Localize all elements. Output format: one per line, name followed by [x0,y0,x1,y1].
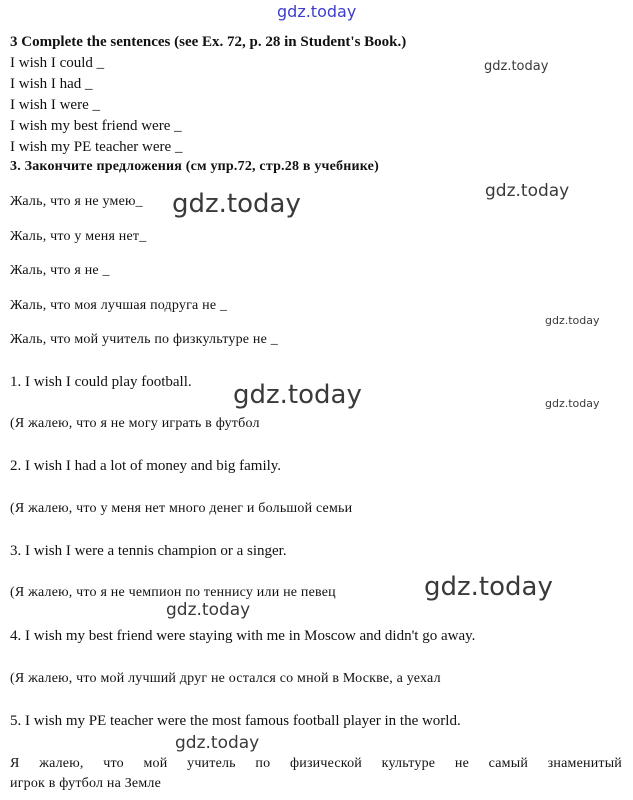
answer-5-ru-cont: игрок в футбол на Земле [10,776,162,791]
watermark: gdz.today [172,189,301,219]
watermark: gdz.today [175,733,260,753]
watermark: gdz.today [166,600,251,620]
task-ru-line-5: Жаль, что мой учитель по физкультуре не _ [10,332,278,347]
watermark: gdz.today [424,572,553,602]
answer-1-ru: (Я жалею, что я не могу играть в футбол [10,416,260,431]
task-en-line-2: I wish I had _ [10,76,93,92]
watermark: gdz.today [545,314,600,327]
answer-5-en: 5. I wish my PE teacher were the most famous football player in the world. [10,713,461,729]
answer-2-en: 2. I wish I had a lot of money and big family. [10,458,282,474]
task-en-line-1: I wish I could _ [10,55,105,71]
answer-5-ru: Я жалею, что мой учитель по физической культуре не самый знаменитый [10,756,622,771]
watermark: gdz.today [545,397,600,410]
watermark: gdz.today [485,181,570,201]
answer-3-ru: (Я жалею, что я не чемпион по теннису или не певец [10,585,336,600]
task-ru-line-2: Жаль, что у меня нет_ [10,229,147,244]
task-en-line-3: I wish I were _ [10,97,100,113]
watermark-top: gdz.today [277,2,357,21]
task-en-line-4: I wish my best friend were _ [10,118,182,134]
answer-1-en: 1. I wish I could play football. [10,374,192,390]
watermark: gdz.today [484,59,549,74]
answer-4-en: 4. I wish my best friend were staying with me in Moscow and didn't go away. [10,628,476,644]
task-en-title: 3 Complete the sentences (see Ex. 72, p. 28 in Student's Book.) [10,34,407,50]
task-ru-line-4: Жаль, что моя лучшая подруга не _ [10,298,228,313]
watermark: gdz.today [233,380,362,410]
task-en-line-5: I wish my PE teacher were _ [10,139,183,155]
answer-4-ru: (Я жалею, что мой лучший друг не остался со мной в Москве, а уехал [10,671,441,686]
task-ru-line-1: Жаль, что я не умею_ [10,194,143,209]
task-ru-title: 3. Закончите предложения (см упр.72, стр.28 в учебнике) [10,159,379,174]
task-ru-line-3: Жаль, что я не _ [10,263,110,278]
answer-2-ru: (Я жалею, что у меня нет много денег и большой семьи [10,501,353,516]
answer-3-en: 3. I wish I were a tennis champion or a singer. [10,543,287,559]
